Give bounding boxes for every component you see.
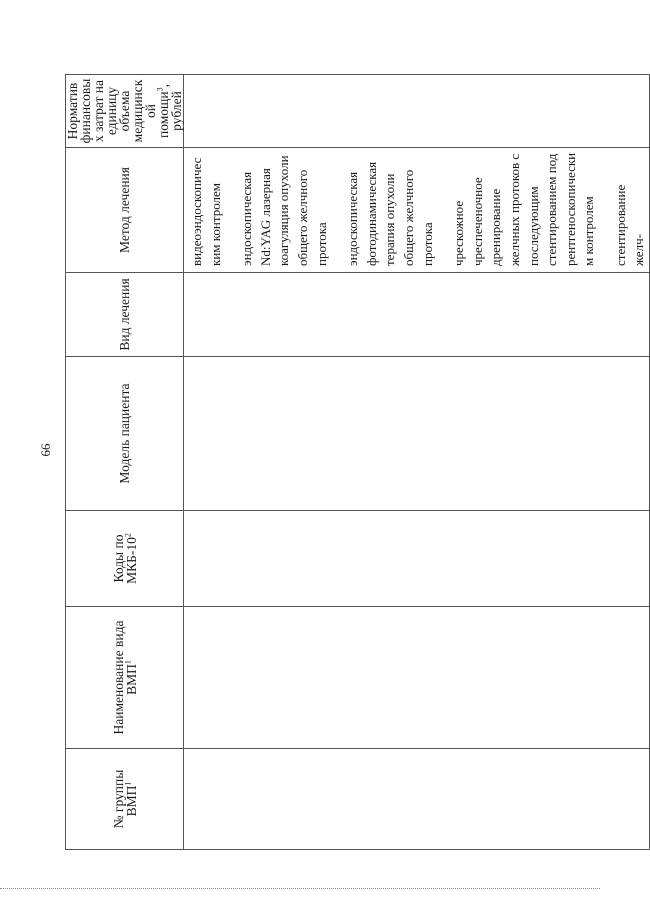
vmp-table xyxy=(65,74,650,850)
header-mkb-codes: Коды по МКБ-$10^2$ xyxy=(66,511,184,607)
cell-treatment-method xyxy=(184,148,650,273)
method-entry: видеоэндоскопическим контролем xyxy=(189,157,223,266)
header-patient-model: Модель пациента xyxy=(66,357,184,511)
scan-edge-line xyxy=(0,888,600,889)
method-entry: эндоскопическая фотодинамическая терапия опухоли общего желчного протока xyxy=(345,161,435,266)
header-group-no: № группы ВМП$^1$ xyxy=(66,749,184,850)
header-financial-norm: Норматив финансовых затрат на единицу объема медицинской помощи$^3$, рублей xyxy=(66,75,184,148)
header-treatment-type: Вид лечения xyxy=(66,273,184,357)
table-header-row xyxy=(66,75,184,850)
page-number: 66 xyxy=(38,443,53,457)
method-entry: эндоскопическая Nd:YAG лазерная коагуляция опухоли общего желчного протока xyxy=(239,155,329,266)
cell-mkb-codes xyxy=(184,511,650,607)
rotated-table-wrapper xyxy=(65,75,647,850)
header-treatment-method: Метод лечения xyxy=(66,148,184,273)
cell-treatment-type xyxy=(184,273,650,357)
cell-group-no xyxy=(184,749,650,850)
header-vmp-name: Наименование вида ВМП$^1$ xyxy=(66,607,184,749)
method-entry: стентирование желч- xyxy=(612,184,647,266)
cell-patient-model xyxy=(184,357,650,511)
cell-vmp-name xyxy=(184,607,650,749)
method-entry: чрескожное чреспеченочное дренирование желчных протоков с последующим стентированием под рентгеноскопическим контролем xyxy=(451,152,597,266)
cell-financial-norm xyxy=(184,75,650,148)
table-row xyxy=(184,75,650,850)
